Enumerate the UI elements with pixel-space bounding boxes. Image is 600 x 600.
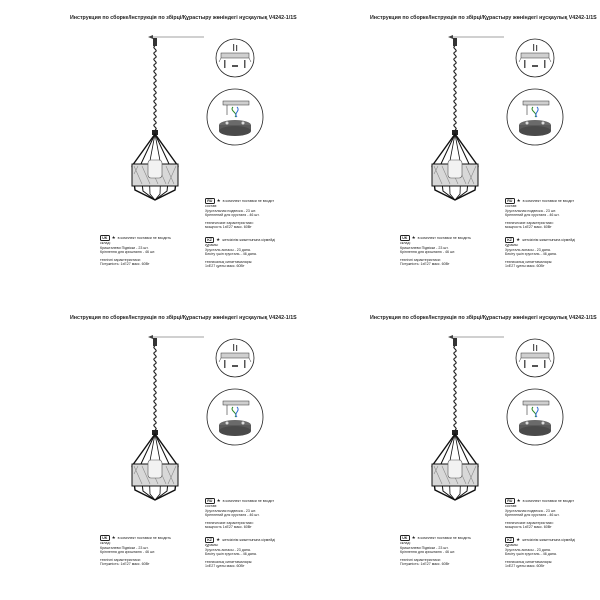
kz-tech-value: 1xE27 қуаты макс. 60Вт <box>205 564 245 569</box>
uk-note: в комплект поставки не входить <box>117 536 171 540</box>
canopy-drawing <box>505 87 565 147</box>
ru-tech-label: технические характеристики: <box>505 220 554 225</box>
kz-note: жеткізілім жиынтығына кірмейді <box>222 538 276 542</box>
uk-note: в комплект поставки не входить <box>117 236 171 240</box>
uk-composition-label: склад: <box>100 541 111 545</box>
kz-tech-label: техникалық сипаттамалары: <box>205 559 253 564</box>
star-icon: ★ <box>411 535 416 540</box>
ru-block <box>205 498 274 530</box>
kz-badge: KZ <box>205 237 214 243</box>
kz-composition-2: Бекіту үшін хрусталь - 46 дана. <box>505 552 557 557</box>
star-icon: ★ <box>216 198 221 203</box>
ru-composition-2: Креплений для хрусталя - 46 шт. <box>205 213 260 218</box>
instruction-sheet <box>0 300 300 600</box>
ru-tech-value: мощность 1xE27 макс. 60Вт <box>205 525 252 530</box>
ru-badge: RU <box>505 198 515 204</box>
ru-tech-value: мощность 1xE27 макс. 60Вт <box>505 225 552 230</box>
mounting-bar-drawing <box>205 38 265 78</box>
uk-note: в комплект поставки не входить <box>417 536 471 540</box>
star-icon: ★ <box>516 237 521 242</box>
kz-tech-value: 1xE27 қуаты макс. 60Вт <box>505 564 545 569</box>
uk-composition-1: Кришталеви Підвіски - 23 шт. <box>400 245 449 250</box>
star-icon: ★ <box>111 235 116 240</box>
kz-composition-2: Бекіту үшін хрусталь - 46 дана. <box>505 252 557 257</box>
kz-composition-1: Хрусталь аспасы - 23 дана. <box>205 247 251 252</box>
instruction-sheet <box>300 0 600 300</box>
uk-block <box>100 235 171 267</box>
ru-composition-2: Креплений для хрусталя - 46 шт. <box>505 213 560 218</box>
ru-composition-1: Хрустальная подвеска - 23 шт. <box>505 508 557 513</box>
star-icon: ★ <box>216 537 221 542</box>
canopy-drawing <box>205 387 265 447</box>
kz-composition-label: құрамы: <box>205 543 219 547</box>
uk-composition-1: Кришталеви Підвіски - 23 шт. <box>400 545 449 550</box>
kz-tech-label: техникалық сипаттамалары: <box>205 259 253 264</box>
uk-badge: UK <box>400 235 410 241</box>
pendant-lamp-drawing <box>110 38 200 208</box>
uk-tech-value: Потужність: 1xE27 макс. 60Вт <box>400 562 450 567</box>
mounting-bar-drawing <box>505 38 565 78</box>
uk-composition-1: Кришталеви Підвіски - 23 шт. <box>100 545 149 550</box>
pendant-lamp-drawing <box>410 38 500 208</box>
ru-badge: RU <box>205 498 215 504</box>
ru-badge: RU <box>205 198 215 204</box>
ru-composition-2: Креплений для хрусталя - 46 шт. <box>205 513 260 518</box>
kz-block <box>505 537 575 569</box>
canopy-drawing <box>205 87 265 147</box>
star-icon: ★ <box>516 198 521 203</box>
canopy-drawing <box>505 387 565 447</box>
mounting-bar-drawing <box>205 338 265 378</box>
ru-tech-label: технические характеристики: <box>205 520 254 525</box>
kz-composition-1: Хрусталь аспасы - 23 дана. <box>505 547 551 552</box>
ru-block <box>505 198 574 230</box>
kz-tech-label: техникалық сипаттамалары: <box>505 559 553 564</box>
uk-tech-value: Потужність: 1xE27 макс. 60Вт <box>100 562 150 567</box>
uk-composition-2: Кріплення для кришталю - 46 шт. <box>100 550 156 555</box>
ru-composition-1: Хрустальная подвеска - 23 шт. <box>505 208 557 213</box>
ru-note: в комплект поставки не входит <box>522 199 575 203</box>
uk-note: в комплект поставки не входить <box>417 236 471 240</box>
uk-tech-label: технічні характеристики: <box>100 557 141 562</box>
sheet-title: Инструкция по сборке/Інструкція по збірці/Құрастыру жөніндегі нұсқаулық V4242-1/1S <box>370 315 597 321</box>
star-icon: ★ <box>216 237 221 242</box>
ru-note: в комплект поставки не входит <box>222 199 275 203</box>
uk-composition-2: Кріплення для кришталю - 46 шт. <box>400 550 456 555</box>
kz-block <box>505 237 575 269</box>
kz-badge: KZ <box>505 237 514 243</box>
ru-note: в комплект поставки не входит <box>222 499 275 503</box>
uk-tech-label: технічні характеристики: <box>100 257 141 262</box>
uk-tech-label: технічні характеристики: <box>400 257 441 262</box>
uk-tech-value: Потужність: 1xE27 макс. 60Вт <box>400 262 450 267</box>
uk-block <box>400 235 471 267</box>
ru-tech-label: технические характеристики: <box>505 520 554 525</box>
ru-tech-label: технические характеристики: <box>205 220 254 225</box>
star-icon: ★ <box>216 498 221 503</box>
ru-badge: RU <box>505 498 515 504</box>
star-icon: ★ <box>411 235 416 240</box>
pendant-lamp-drawing <box>110 338 200 508</box>
star-icon: ★ <box>516 537 521 542</box>
kz-composition-label: құрамы: <box>205 243 219 247</box>
star-icon: ★ <box>111 535 116 540</box>
instruction-sheet <box>0 0 300 300</box>
ru-composition-label: состав: <box>505 504 518 508</box>
ru-composition-label: состав: <box>205 504 218 508</box>
ru-tech-value: мощность 1xE27 макс. 60Вт <box>205 225 252 230</box>
uk-badge: UK <box>400 535 410 541</box>
pendant-lamp-drawing <box>410 338 500 508</box>
kz-badge: KZ <box>505 537 514 543</box>
uk-composition-label: склад: <box>100 241 111 245</box>
instruction-sheet <box>300 300 600 600</box>
kz-composition-1: Хрусталь аспасы - 23 дана. <box>205 547 251 552</box>
kz-composition-2: Бекіту үшін хрусталь - 46 дана. <box>205 552 257 557</box>
mounting-bar-drawing <box>505 338 565 378</box>
kz-tech-value: 1xE27 қуаты макс. 60Вт <box>205 264 245 269</box>
ru-composition-label: состав: <box>505 204 518 208</box>
uk-composition-label: склад: <box>400 541 411 545</box>
uk-badge: UK <box>100 235 110 241</box>
kz-composition-label: құрамы: <box>505 243 519 247</box>
kz-composition-label: құрамы: <box>505 543 519 547</box>
ru-composition-1: Хрустальная подвеска - 23 шт. <box>205 208 257 213</box>
uk-composition-2: Кріплення для кришталю - 46 шт. <box>400 250 456 255</box>
kz-note: жеткізілім жиынтығына кірмейді <box>522 538 576 542</box>
uk-badge: UK <box>100 535 110 541</box>
ru-composition-label: состав: <box>205 204 218 208</box>
uk-composition-1: Кришталеви Підвіски - 23 шт. <box>100 245 149 250</box>
kz-badge: KZ <box>205 537 214 543</box>
uk-tech-label: технічні характеристики: <box>400 557 441 562</box>
uk-tech-value: Потужність: 1xE27 макс. 60Вт <box>100 262 150 267</box>
ru-composition-2: Креплений для хрусталя - 46 шт. <box>505 513 560 518</box>
ru-block <box>205 198 274 230</box>
ru-composition-1: Хрустальная подвеска - 23 шт. <box>205 508 257 513</box>
uk-composition-2: Кріплення для кришталю - 46 шт. <box>100 250 156 255</box>
ru-tech-value: мощность 1xE27 макс. 60Вт <box>505 525 552 530</box>
uk-block <box>400 535 471 567</box>
sheet-title: Инструкция по сборке/Інструкція по збірці/Құрастыру жөніндегі нұсқаулық V4242-1/1S <box>70 315 297 321</box>
uk-composition-label: склад: <box>400 241 411 245</box>
kz-block <box>205 537 275 569</box>
sheet-title: Инструкция по сборке/Інструкція по збірці/Құрастыру жөніндегі нұсқаулық V4242-1/1S <box>70 15 297 21</box>
uk-block <box>100 535 171 567</box>
kz-composition-1: Хрусталь аспасы - 23 дана. <box>505 247 551 252</box>
star-icon: ★ <box>516 498 521 503</box>
kz-note: жеткізілім жиынтығына кірмейді <box>222 238 276 242</box>
kz-tech-value: 1xE27 қуаты макс. 60Вт <box>505 264 545 269</box>
kz-composition-2: Бекіту үшін хрусталь - 46 дана. <box>205 252 257 257</box>
sheet-title: Инструкция по сборке/Інструкція по збірці/Құрастыру жөніндегі нұсқаулық V4242-1/1S <box>370 15 597 21</box>
kz-note: жеткізілім жиынтығына кірмейді <box>522 238 576 242</box>
kz-tech-label: техникалық сипаттамалары: <box>505 259 553 264</box>
ru-note: в комплект поставки не входит <box>522 499 575 503</box>
ru-block <box>505 498 574 530</box>
kz-block <box>205 237 275 269</box>
